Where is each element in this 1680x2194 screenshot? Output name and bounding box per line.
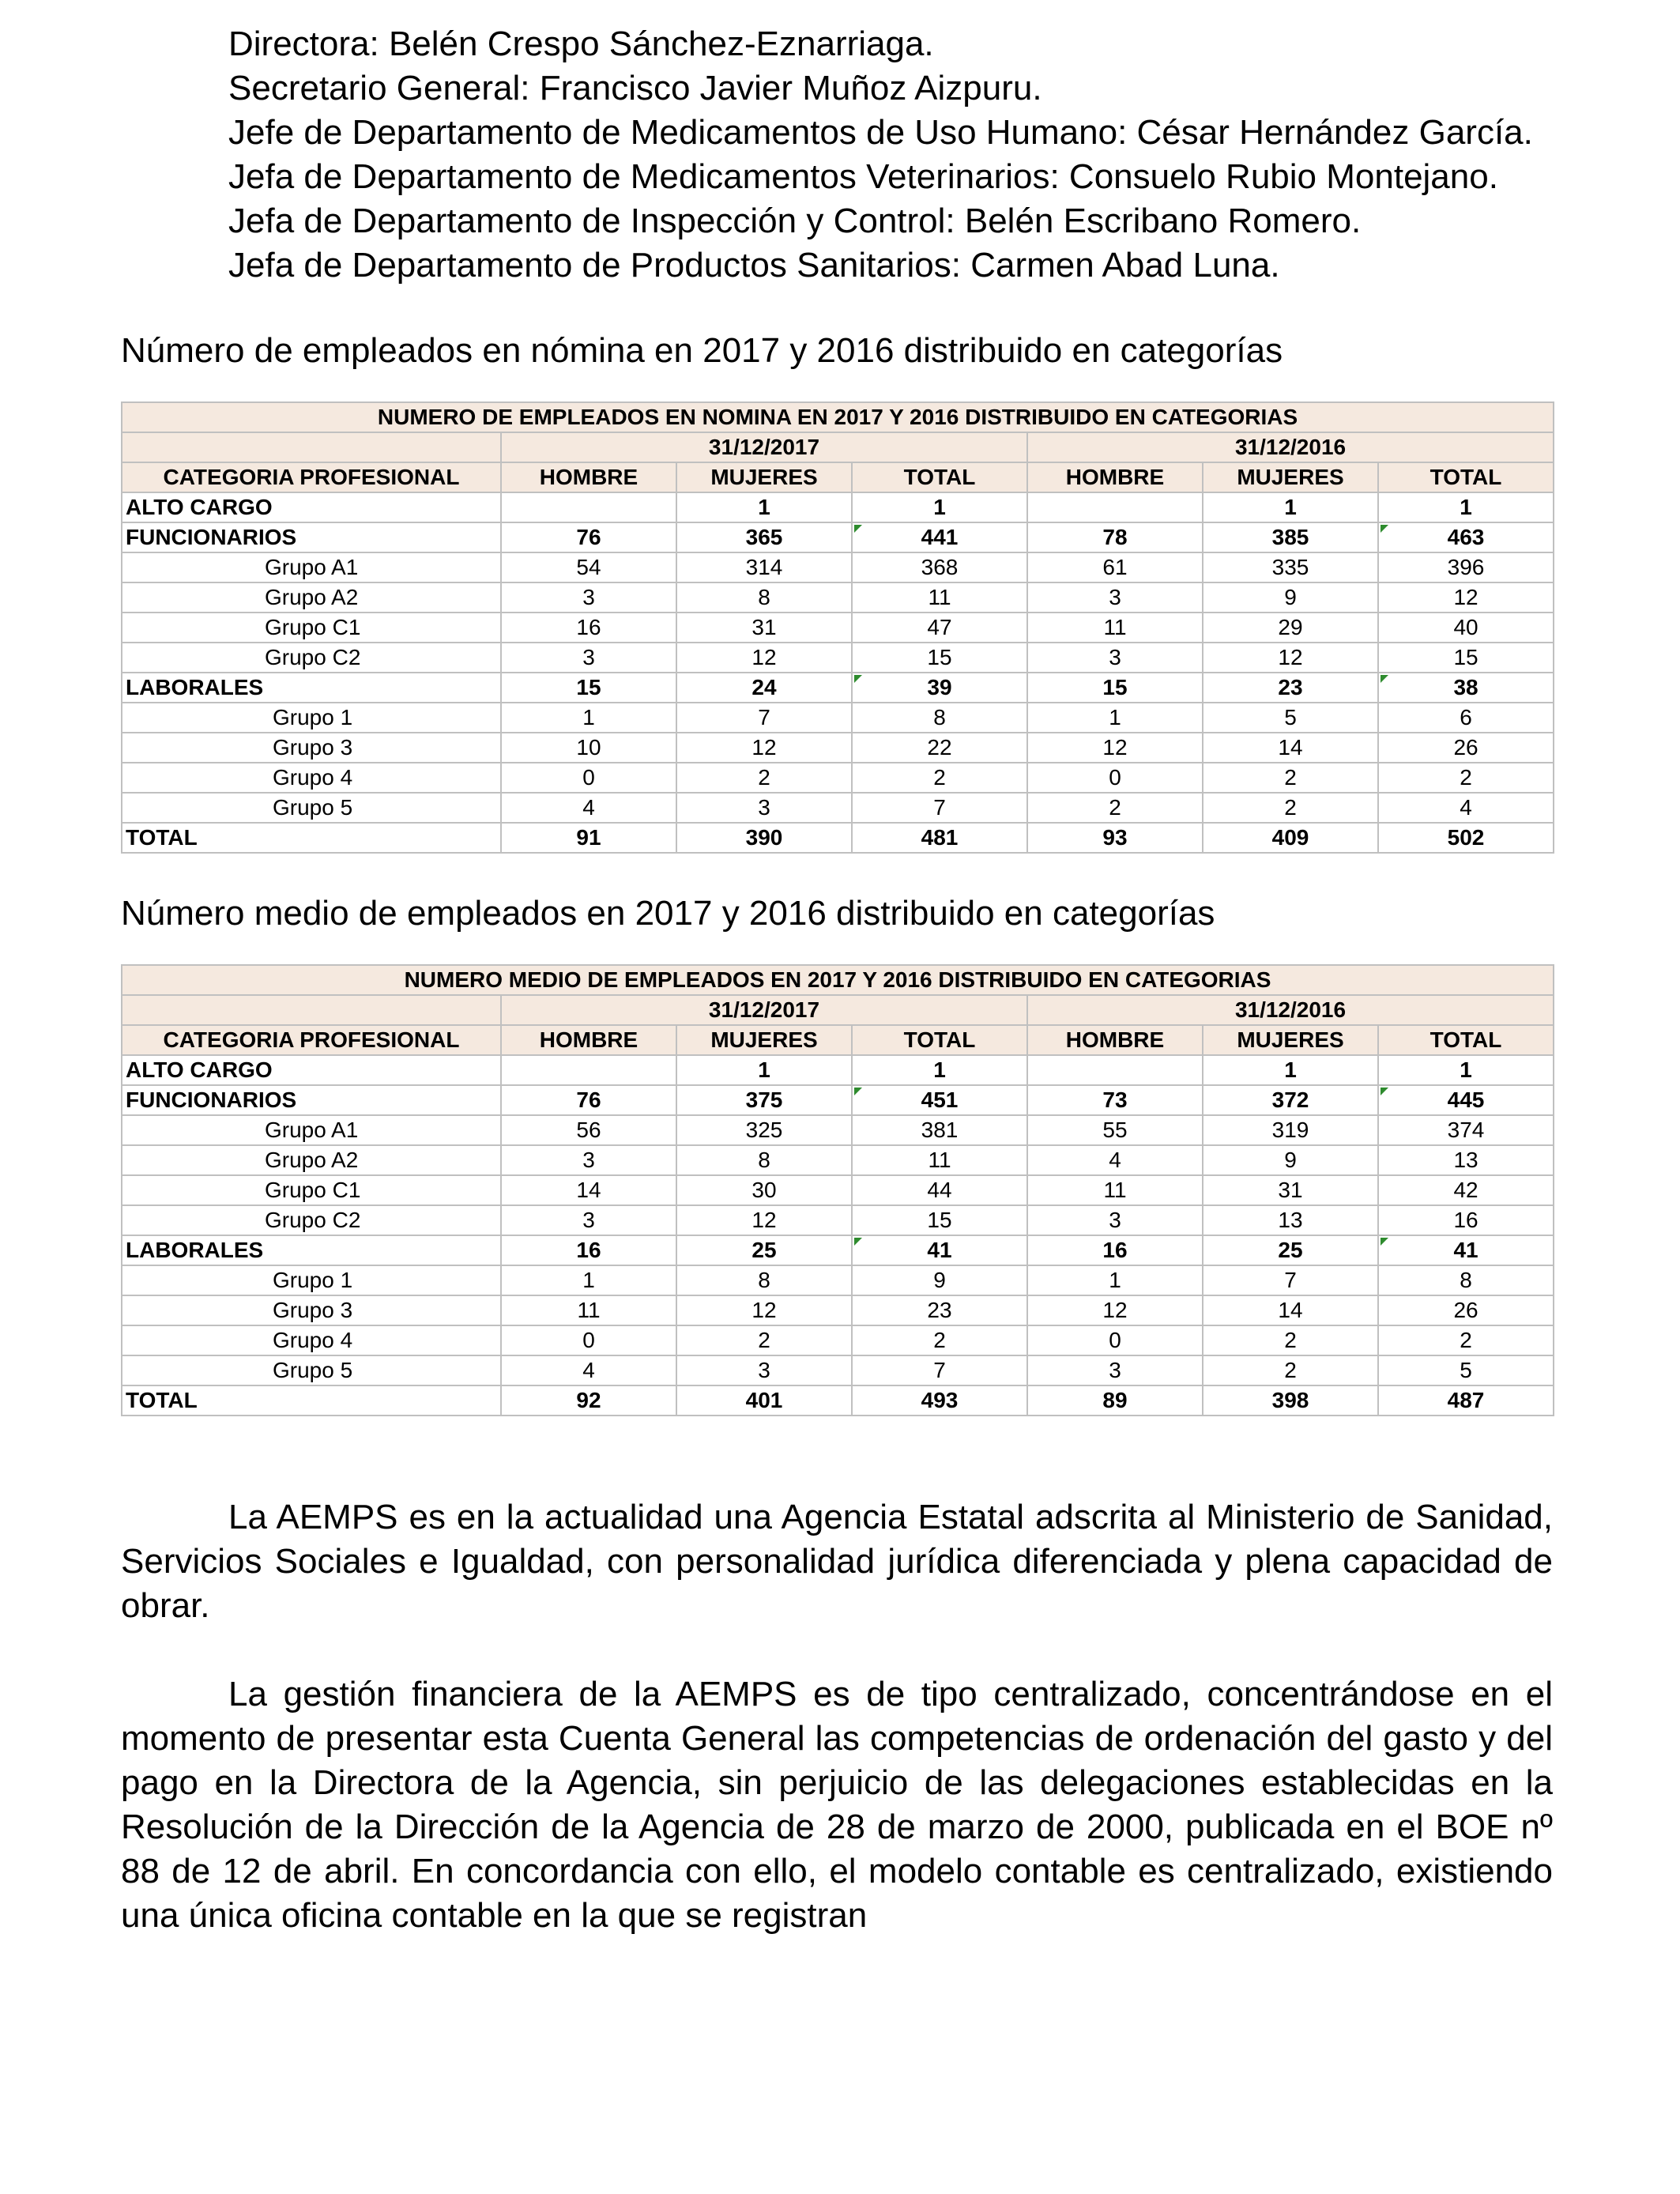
cell-hombre-2017: 0 (501, 763, 676, 793)
cell-hombre-2017: 92 (501, 1385, 676, 1416)
cell-total-2016: 1 (1378, 1055, 1554, 1085)
cell-hombre-2016 (1027, 492, 1203, 522)
table-row (122, 1115, 1554, 1145)
cell-hombre-2016: 0 (1027, 763, 1203, 793)
row-label: Grupo 1 (122, 703, 501, 733)
cell-hombre-2016: 2 (1027, 793, 1203, 823)
cell-hombre-2016: 0 (1027, 1325, 1203, 1355)
cell-mujeres-2016: 319 (1203, 1115, 1378, 1145)
cell-hombre-2016: 3 (1027, 643, 1203, 673)
table-row (122, 552, 1554, 582)
cell-hombre-2016: 1 (1027, 703, 1203, 733)
cell-total-2017: 7 (852, 793, 1027, 823)
cell-hombre-2017: 56 (501, 1115, 676, 1145)
cell-hombre-2016: 3 (1027, 582, 1203, 613)
cell-total-2017: 15 (852, 643, 1027, 673)
cell-total-2017: 7 (852, 1355, 1027, 1385)
cell-mujeres-2016: 335 (1203, 552, 1378, 582)
cell-hombre-2017 (501, 1055, 676, 1085)
row-label: Grupo A1 (122, 1115, 501, 1145)
cell-mujeres-2016: 2 (1203, 793, 1378, 823)
cell-total-2017: 47 (852, 613, 1027, 643)
cell-hombre-2016: 1 (1027, 1265, 1203, 1295)
cell-mujeres-2017: 3 (676, 793, 852, 823)
cell-total-2016: 40 (1378, 613, 1554, 643)
cell-total-2016: 8 (1378, 1265, 1554, 1295)
row-label: Grupo 4 (122, 763, 501, 793)
cell-total-2017: 441 (852, 522, 1027, 552)
table-row (122, 1265, 1554, 1295)
cell-hombre-2017: 76 (501, 1085, 676, 1115)
cell-total-2017: 451 (852, 1085, 1027, 1115)
cell-total-2016: 5 (1378, 1355, 1554, 1385)
cell-hombre-2017: 16 (501, 613, 676, 643)
row-label: TOTAL (122, 1385, 501, 1416)
secretario-line: Secretario General: Francisco Javier Muñoz Aizpuru. (228, 69, 1042, 107)
cell-total-2017: 1 (852, 1055, 1027, 1085)
cell-hombre-2017: 3 (501, 1145, 676, 1175)
table-row (122, 1145, 1554, 1175)
cell-total-2016: 42 (1378, 1175, 1554, 1205)
cell-total-2016: 26 (1378, 733, 1554, 763)
cell-mujeres-2016: 1 (1203, 492, 1378, 522)
cell-mujeres-2017: 401 (676, 1385, 852, 1416)
cell-total-2017: 368 (852, 552, 1027, 582)
cell-mujeres-2016: 29 (1203, 613, 1378, 643)
cell-hombre-2016: 73 (1027, 1085, 1203, 1115)
cell-hombre-2017: 3 (501, 643, 676, 673)
cell-mujeres-2016: 13 (1203, 1205, 1378, 1235)
cell-mujeres-2017: 3 (676, 1355, 852, 1385)
cell-hombre-2016: 11 (1027, 1175, 1203, 1205)
cell-total-2017: 39 (852, 673, 1027, 703)
category-header: CATEGORIA PROFESIONAL (122, 462, 501, 492)
cell-total-2016: 6 (1378, 703, 1554, 733)
cell-mujeres-2016: 14 (1203, 1295, 1378, 1325)
cell-total-2017: 22 (852, 733, 1027, 763)
cell-hombre-2016: 4 (1027, 1145, 1203, 1175)
table-row (122, 1325, 1554, 1355)
table-1-heading: Número de empleados en nómina en 2017 y 2016 distribuido en categorías (121, 331, 1283, 370)
cell-total-2017: 44 (852, 1175, 1027, 1205)
cell-mujeres-2016: 372 (1203, 1085, 1378, 1115)
cell-mujeres-2016: 2 (1203, 1325, 1378, 1355)
jefa-inspeccion-line: Jefa de Departamento de Inspección y Control: Belén Escribano Romero. (228, 202, 1362, 240)
row-label: FUNCIONARIOS (122, 1085, 501, 1115)
cell-hombre-2017: 15 (501, 673, 676, 703)
cell-total-2016: 445 (1378, 1085, 1554, 1115)
document-content (121, 22, 1553, 1938)
cell-mujeres-2017: 7 (676, 703, 852, 733)
cell-hombre-2017: 14 (501, 1175, 676, 1205)
category-header: CATEGORIA PROFESIONAL (122, 1025, 501, 1055)
row-label: Grupo 3 (122, 1295, 501, 1325)
cell-total-2016: 26 (1378, 1295, 1554, 1325)
cell-mujeres-2016: 2 (1203, 763, 1378, 793)
row-label: ALTO CARGO (122, 492, 501, 522)
table-row (122, 1235, 1554, 1265)
table-row (122, 733, 1554, 763)
table-title: NUMERO DE EMPLEADOS EN NOMINA EN 2017 Y 2016 DISTRIBUIDO EN CATEGORIAS (122, 402, 1554, 432)
table-row (122, 1175, 1554, 1205)
cell-hombre-2016 (1027, 1055, 1203, 1085)
cell-total-2017: 11 (852, 1145, 1027, 1175)
hombre-2017-header: HOMBRE (501, 1025, 676, 1055)
cell-mujeres-2016: 31 (1203, 1175, 1378, 1205)
date-2017-header: 31/12/2017 (501, 995, 1027, 1025)
cell-total-2017: 23 (852, 1295, 1027, 1325)
cell-mujeres-2017: 375 (676, 1085, 852, 1115)
table-row (122, 673, 1554, 703)
row-label: LABORALES (122, 673, 501, 703)
cell-mujeres-2016: 12 (1203, 643, 1378, 673)
table-row (122, 613, 1554, 643)
cell-hombre-2016: 89 (1027, 1385, 1203, 1416)
paragraph-aemps-status: La AEMPS es en la actualidad una Agencia Estatal adscrita al Ministerio de Sanidad, Servicios Sociales e Igualdad, con personalidad jurídica diferenciada y plena capacidad de obrar. (121, 1498, 1553, 1625)
cell-total-2017: 2 (852, 1325, 1027, 1355)
cell-total-2017: 481 (852, 823, 1027, 853)
cell-hombre-2016: 3 (1027, 1355, 1203, 1385)
cell-mujeres-2017: 24 (676, 673, 852, 703)
cell-mujeres-2016: 23 (1203, 673, 1378, 703)
date-2016-header: 31/12/2016 (1027, 432, 1554, 462)
cell-mujeres-2017: 325 (676, 1115, 852, 1145)
cell-mujeres-2017: 8 (676, 1145, 852, 1175)
cell-hombre-2017: 1 (501, 703, 676, 733)
cell-mujeres-2017: 12 (676, 1295, 852, 1325)
cell-hombre-2016: 11 (1027, 613, 1203, 643)
cell-total-2016: 2 (1378, 1325, 1554, 1355)
cell-hombre-2017: 0 (501, 1325, 676, 1355)
row-label: Grupo A2 (122, 1145, 501, 1175)
cell-mujeres-2016: 25 (1203, 1235, 1378, 1265)
cell-hombre-2016: 12 (1027, 733, 1203, 763)
cell-total-2016: 502 (1378, 823, 1554, 853)
cell-total-2016: 487 (1378, 1385, 1554, 1416)
cell-total-2016: 2 (1378, 763, 1554, 793)
cell-mujeres-2016: 9 (1203, 582, 1378, 613)
cell-mujeres-2016: 1 (1203, 1055, 1378, 1085)
cell-mujeres-2017: 1 (676, 492, 852, 522)
table-row (122, 582, 1554, 613)
date-2017-header: 31/12/2017 (501, 432, 1027, 462)
cell-total-2016: 38 (1378, 673, 1554, 703)
cell-hombre-2017: 4 (501, 1355, 676, 1385)
cell-mujeres-2017: 2 (676, 763, 852, 793)
row-label: Grupo 3 (122, 733, 501, 763)
cell-hombre-2017: 4 (501, 793, 676, 823)
cell-hombre-2017: 1 (501, 1265, 676, 1295)
total-2016-header: TOTAL (1378, 1025, 1554, 1055)
cell-mujeres-2017: 2 (676, 1325, 852, 1355)
row-label: Grupo C2 (122, 643, 501, 673)
cell-total-2017: 41 (852, 1235, 1027, 1265)
directora-line: Directora: Belén Crespo Sánchez-Eznarriaga. (228, 25, 934, 63)
row-label: Grupo A1 (122, 552, 501, 582)
date-2016-header: 31/12/2016 (1027, 995, 1554, 1025)
cell-hombre-2017 (501, 492, 676, 522)
cell-mujeres-2017: 314 (676, 552, 852, 582)
header-blank-cell (122, 432, 501, 462)
cell-mujeres-2017: 25 (676, 1235, 852, 1265)
table-row (122, 1385, 1554, 1416)
jefa-productos-line: Jefa de Departamento de Productos Sanitarios: Carmen Abad Luna. (228, 246, 1280, 285)
cell-hombre-2017: 76 (501, 522, 676, 552)
cell-total-2017: 9 (852, 1265, 1027, 1295)
cell-hombre-2016: 3 (1027, 1205, 1203, 1235)
cell-hombre-2016: 15 (1027, 673, 1203, 703)
total-2017-header: TOTAL (852, 462, 1027, 492)
cell-mujeres-2016: 9 (1203, 1145, 1378, 1175)
cell-hombre-2016: 55 (1027, 1115, 1203, 1145)
table-2-heading: Número medio de empleados en 2017 y 2016 distribuido en categorías (121, 894, 1215, 933)
cell-mujeres-2016: 7 (1203, 1265, 1378, 1295)
jefa-veterinarios-line: Jefa de Departamento de Medicamentos Veterinarios: Consuelo Rubio Montejano. (228, 157, 1498, 196)
cell-mujeres-2016: 5 (1203, 703, 1378, 733)
cell-mujeres-2016: 2 (1203, 1355, 1378, 1385)
row-label: ALTO CARGO (122, 1055, 501, 1085)
table-row (122, 1085, 1554, 1115)
total-2017-header: TOTAL (852, 1025, 1027, 1055)
row-label: TOTAL (122, 823, 501, 853)
row-label: Grupo 1 (122, 1265, 501, 1295)
mujeres-2016-header: MUJERES (1203, 462, 1378, 492)
paragraph-financial-management: La gestión financiera de la AEMPS es de tipo centralizado, concentrándose en el momento de presentar esta Cuenta General las competencias de ordenación del gasto y del pago en la Directora de la Agencia, sin perjuicio de las delegaciones establecidas en la Resolución de la Dirección de la Agencia de 28 de marzo de 2000, publicada en el BOE nº 88 de 12 de abril. En concordancia con ello, el modelo contable es centralizado, existiendo una única oficina contable en la que se registran (121, 1675, 1553, 1935)
cell-total-2016: 374 (1378, 1115, 1554, 1145)
cell-total-2016: 15 (1378, 643, 1554, 673)
table-row (122, 1295, 1554, 1325)
row-label: Grupo C1 (122, 613, 501, 643)
cell-hombre-2016: 78 (1027, 522, 1203, 552)
total-2016-header: TOTAL (1378, 462, 1554, 492)
cell-total-2016: 13 (1378, 1145, 1554, 1175)
table-row (122, 703, 1554, 733)
cell-total-2016: 4 (1378, 793, 1554, 823)
table-row (122, 492, 1554, 522)
table-row (122, 823, 1554, 853)
cell-mujeres-2017: 12 (676, 643, 852, 673)
row-label: LABORALES (122, 1235, 501, 1265)
cell-hombre-2016: 12 (1027, 1295, 1203, 1325)
row-label: Grupo C2 (122, 1205, 501, 1235)
table-row (122, 1205, 1554, 1235)
table-row (122, 522, 1554, 552)
hombre-2017-header: HOMBRE (501, 462, 676, 492)
cell-total-2017: 493 (852, 1385, 1027, 1416)
cell-mujeres-2016: 385 (1203, 522, 1378, 552)
cell-mujeres-2016: 398 (1203, 1385, 1378, 1416)
mujeres-2017-header: MUJERES (676, 462, 852, 492)
cell-total-2017: 381 (852, 1115, 1027, 1145)
cell-hombre-2017: 16 (501, 1235, 676, 1265)
cell-mujeres-2017: 30 (676, 1175, 852, 1205)
cell-mujeres-2017: 8 (676, 1265, 852, 1295)
cell-mujeres-2017: 8 (676, 582, 852, 613)
cell-total-2017: 11 (852, 582, 1027, 613)
cell-hombre-2016: 93 (1027, 823, 1203, 853)
cell-total-2017: 2 (852, 763, 1027, 793)
employees-average-table (121, 964, 1554, 1416)
cell-hombre-2017: 3 (501, 582, 676, 613)
row-label: Grupo 5 (122, 793, 501, 823)
cell-mujeres-2017: 31 (676, 613, 852, 643)
jefe-uso-humano-line: Jefe de Departamento de Medicamentos de Uso Humano: César Hernández García. (228, 113, 1533, 152)
table-row (122, 793, 1554, 823)
cell-mujeres-2017: 12 (676, 1205, 852, 1235)
cell-hombre-2017: 3 (501, 1205, 676, 1235)
cell-total-2017: 8 (852, 703, 1027, 733)
table-row (122, 763, 1554, 793)
cell-hombre-2016: 61 (1027, 552, 1203, 582)
cell-total-2016: 1 (1378, 492, 1554, 522)
cell-mujeres-2017: 12 (676, 733, 852, 763)
row-label: Grupo A2 (122, 582, 501, 613)
cell-hombre-2017: 10 (501, 733, 676, 763)
cell-mujeres-2016: 14 (1203, 733, 1378, 763)
cell-hombre-2017: 91 (501, 823, 676, 853)
employees-payroll-table (121, 401, 1554, 854)
row-label: FUNCIONARIOS (122, 522, 501, 552)
cell-mujeres-2017: 365 (676, 522, 852, 552)
mujeres-2017-header: MUJERES (676, 1025, 852, 1055)
cell-total-2016: 41 (1378, 1235, 1554, 1265)
cell-total-2016: 396 (1378, 552, 1554, 582)
cell-mujeres-2016: 409 (1203, 823, 1378, 853)
hombre-2016-header: HOMBRE (1027, 1025, 1203, 1055)
cell-hombre-2017: 54 (501, 552, 676, 582)
cell-total-2016: 12 (1378, 582, 1554, 613)
table-row (122, 1055, 1554, 1085)
cell-total-2016: 463 (1378, 522, 1554, 552)
table-title: NUMERO MEDIO DE EMPLEADOS EN 2017 Y 2016 DISTRIBUIDO EN CATEGORIAS (122, 965, 1554, 995)
cell-hombre-2017: 11 (501, 1295, 676, 1325)
cell-hombre-2016: 16 (1027, 1235, 1203, 1265)
hombre-2016-header: HOMBRE (1027, 462, 1203, 492)
table-row (122, 643, 1554, 673)
cell-total-2016: 16 (1378, 1205, 1554, 1235)
row-label: Grupo 5 (122, 1355, 501, 1385)
cell-mujeres-2017: 1 (676, 1055, 852, 1085)
cell-mujeres-2017: 390 (676, 823, 852, 853)
cell-total-2017: 1 (852, 492, 1027, 522)
mujeres-2016-header: MUJERES (1203, 1025, 1378, 1055)
row-label: Grupo 4 (122, 1325, 501, 1355)
table-row (122, 1355, 1554, 1385)
header-blank-cell (122, 995, 501, 1025)
cell-total-2017: 15 (852, 1205, 1027, 1235)
row-label: Grupo C1 (122, 1175, 501, 1205)
